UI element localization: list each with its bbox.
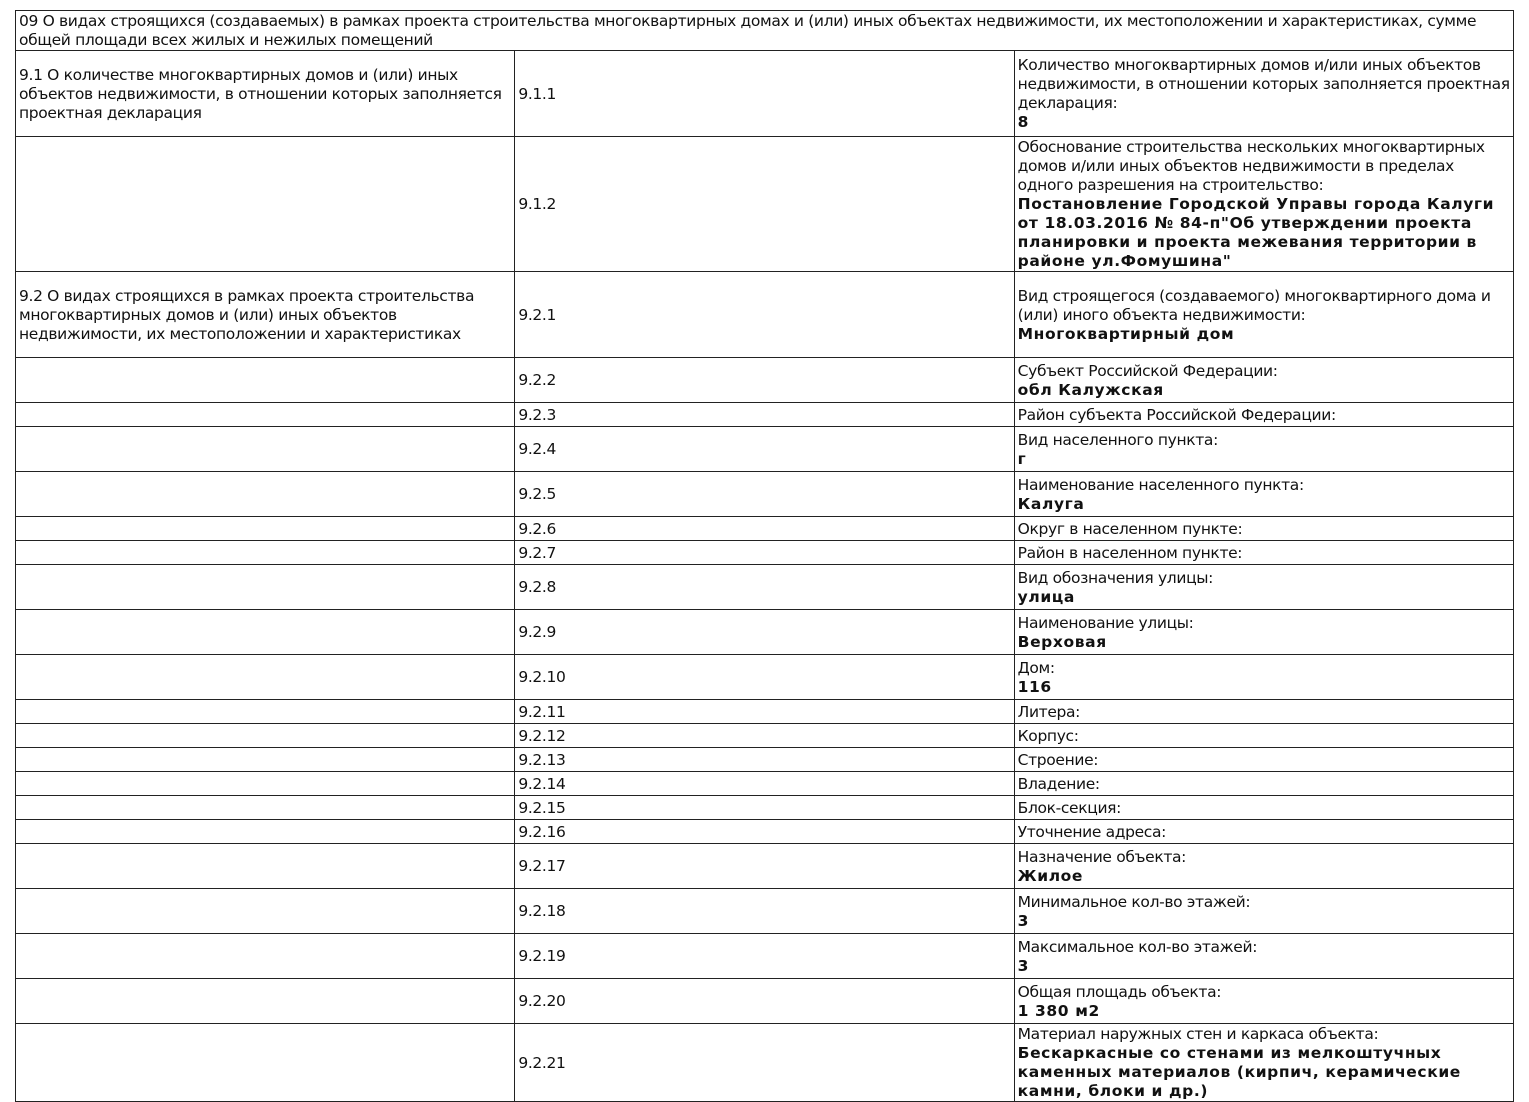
item-code: 9.2.12 — [515, 724, 1014, 748]
item-code: 9.2.21 — [515, 1024, 1014, 1102]
section-cell: 9.2 О видах строящихся в рамках проекта строительства многоквартирных домов и (или) иных объектов недвижимости, их местоположении и характеристиках — [16, 272, 515, 358]
item-value: Постановление Городской Управы города Калуги от 18.03.2016 № 84-п"Об утверждении проекта планировки и проекта межевания территории в районе ул.Фомушина" — [1017, 195, 1495, 270]
section-cell — [16, 541, 515, 565]
table-row — [16, 610, 1514, 655]
item-label: Минимальное кол-во этажей: — [1017, 892, 1251, 911]
section-cell — [16, 979, 515, 1024]
item-content — [1014, 403, 1513, 427]
item-content — [1014, 979, 1513, 1024]
item-label: Район в населенном пункте: — [1017, 543, 1243, 562]
item-code: 9.2.5 — [515, 472, 1014, 517]
table-row — [16, 772, 1514, 796]
item-code: 9.2.19 — [515, 934, 1014, 979]
table-row — [16, 979, 1514, 1024]
item-content — [1014, 934, 1513, 979]
item-content — [1014, 427, 1513, 472]
item-content — [1014, 565, 1513, 610]
table-row — [16, 51, 1514, 137]
item-label: Количество многоквартирных домов и/или иных объектов недвижимости, в отношении которых заполняется проектная декларация: — [1017, 56, 1510, 112]
table-row — [16, 844, 1514, 889]
item-value: Жилое — [1017, 866, 1084, 885]
item-value: 1 380 м2 — [1017, 1001, 1100, 1020]
table-header-row — [16, 11, 1514, 51]
item-code: 9.2.1 — [515, 272, 1014, 358]
table-row — [16, 272, 1514, 358]
item-value: г — [1017, 449, 1027, 468]
section-cell — [16, 358, 515, 403]
item-label: Корпус: — [1017, 726, 1079, 745]
table-row — [16, 655, 1514, 700]
table-row — [16, 1024, 1514, 1102]
item-code: 9.2.8 — [515, 565, 1014, 610]
item-value: Калуга — [1017, 494, 1085, 513]
item-label: Округ в населенном пункте: — [1017, 519, 1243, 538]
item-content — [1014, 700, 1513, 724]
item-label: Материал наружных стен и каркаса объекта: — [1017, 1025, 1379, 1043]
section-cell — [16, 565, 515, 610]
section-cell — [16, 748, 515, 772]
item-value: 116 — [1017, 677, 1052, 696]
item-value: 3 — [1017, 911, 1030, 930]
item-label: Литера: — [1017, 702, 1081, 721]
table-row — [16, 517, 1514, 541]
section-cell — [16, 820, 515, 844]
item-content — [1014, 820, 1513, 844]
table-row — [16, 427, 1514, 472]
item-code: 9.2.7 — [515, 541, 1014, 565]
item-label: Общая площадь объекта: — [1017, 982, 1222, 1001]
section-cell — [16, 655, 515, 700]
section-cell — [16, 610, 515, 655]
item-code: 9.2.3 — [515, 403, 1014, 427]
item-label: Владение: — [1017, 774, 1100, 793]
item-content — [1014, 655, 1513, 700]
item-content — [1014, 137, 1513, 272]
item-value: улица — [1017, 587, 1075, 606]
table-row — [16, 565, 1514, 610]
item-content — [1014, 748, 1513, 772]
item-code: 9.2.4 — [515, 427, 1014, 472]
item-content — [1014, 358, 1513, 403]
item-code: 9.1.2 — [515, 137, 1014, 272]
item-value: Многоквартирный дом — [1017, 324, 1235, 343]
table-row — [16, 700, 1514, 724]
section-cell — [16, 137, 515, 272]
item-label: Назначение объекта: — [1017, 847, 1187, 866]
table-row — [16, 934, 1514, 979]
item-label: Район субъекта Российской Федерации: — [1017, 405, 1336, 424]
item-content — [1014, 844, 1513, 889]
item-value: 3 — [1017, 956, 1030, 975]
table-row — [16, 403, 1514, 427]
table-row — [16, 358, 1514, 403]
table-row — [16, 796, 1514, 820]
item-code: 9.2.6 — [515, 517, 1014, 541]
section-title: 09 О видах строящихся (создаваемых) в рамках проекта строительства многоквартирных домах и (или) иных объектах недвижимости, их местоположении и характеристиках, сумме общей площади всех жилых и нежилых помещений — [16, 11, 1514, 51]
item-content — [1014, 272, 1513, 358]
item-code: 9.2.18 — [515, 889, 1014, 934]
section-cell — [16, 517, 515, 541]
item-code: 9.2.2 — [515, 358, 1014, 403]
table-row — [16, 472, 1514, 517]
item-code: 9.2.14 — [515, 772, 1014, 796]
item-label: Вид обозначения улицы: — [1017, 568, 1214, 587]
table-row — [16, 748, 1514, 772]
item-code: 9.2.13 — [515, 748, 1014, 772]
item-code: 9.2.11 — [515, 700, 1014, 724]
item-content — [1014, 772, 1513, 796]
section-cell — [16, 403, 515, 427]
item-label: Вид населенного пункта: — [1017, 430, 1218, 449]
item-value: 8 — [1017, 113, 1030, 131]
item-label: Субъект Российской Федерации: — [1017, 361, 1278, 380]
item-content — [1014, 796, 1513, 820]
item-code: 9.2.17 — [515, 844, 1014, 889]
item-code: 9.2.16 — [515, 820, 1014, 844]
section-cell — [16, 772, 515, 796]
section-cell — [16, 889, 515, 934]
item-label: Вид строящегося (создаваемого) многоквартирного дома и (или) иного объекта недвижимости: — [1017, 286, 1491, 324]
table-row — [16, 724, 1514, 748]
section-cell — [16, 1024, 515, 1102]
item-code: 9.2.10 — [515, 655, 1014, 700]
section-cell — [16, 844, 515, 889]
table-row — [16, 889, 1514, 934]
item-label: Максимальное кол-во этажей: — [1017, 937, 1258, 956]
item-code: 9.2.20 — [515, 979, 1014, 1024]
item-label: Обоснование строительства нескольких многоквартирных домов и/или иных объектов недвижимости в пределах одного разрешения на строительство: — [1017, 138, 1485, 194]
item-content — [1014, 610, 1513, 655]
item-content — [1014, 517, 1513, 541]
item-content — [1014, 472, 1513, 517]
section-cell — [16, 472, 515, 517]
item-content — [1014, 889, 1513, 934]
section-cell — [16, 724, 515, 748]
section-cell — [16, 427, 515, 472]
item-value: Верховая — [1017, 632, 1107, 651]
item-code: 9.1.1 — [515, 51, 1014, 137]
section-cell — [16, 934, 515, 979]
item-label: Уточнение адреса: — [1017, 822, 1166, 841]
section-cell: 9.1 О количестве многоквартирных домов и (или) иных объектов недвижимости, в отношении которых заполняется проектная декларация — [16, 51, 515, 137]
table-row — [16, 137, 1514, 272]
declaration-table — [15, 10, 1514, 1102]
item-content — [1014, 51, 1513, 137]
table-row — [16, 820, 1514, 844]
item-code: 9.2.9 — [515, 610, 1014, 655]
item-code: 9.2.15 — [515, 796, 1014, 820]
item-label: Наименование населенного пункта: — [1017, 475, 1304, 494]
section-cell — [16, 796, 515, 820]
item-content — [1014, 724, 1513, 748]
section-cell — [16, 700, 515, 724]
item-label: Блок-секция: — [1017, 798, 1122, 817]
table-row — [16, 541, 1514, 565]
item-label: Наименование улицы: — [1017, 613, 1194, 632]
item-content — [1014, 1024, 1513, 1102]
item-value: Бескаркасные со стенами из мелкоштучных каменных материалов (кирпич, керамические камни, блоки и др.) — [1017, 1044, 1461, 1100]
item-label: Строение: — [1017, 750, 1099, 769]
item-label: Дом: — [1017, 658, 1055, 677]
item-value: обл Калужская — [1017, 380, 1164, 399]
item-content — [1014, 541, 1513, 565]
